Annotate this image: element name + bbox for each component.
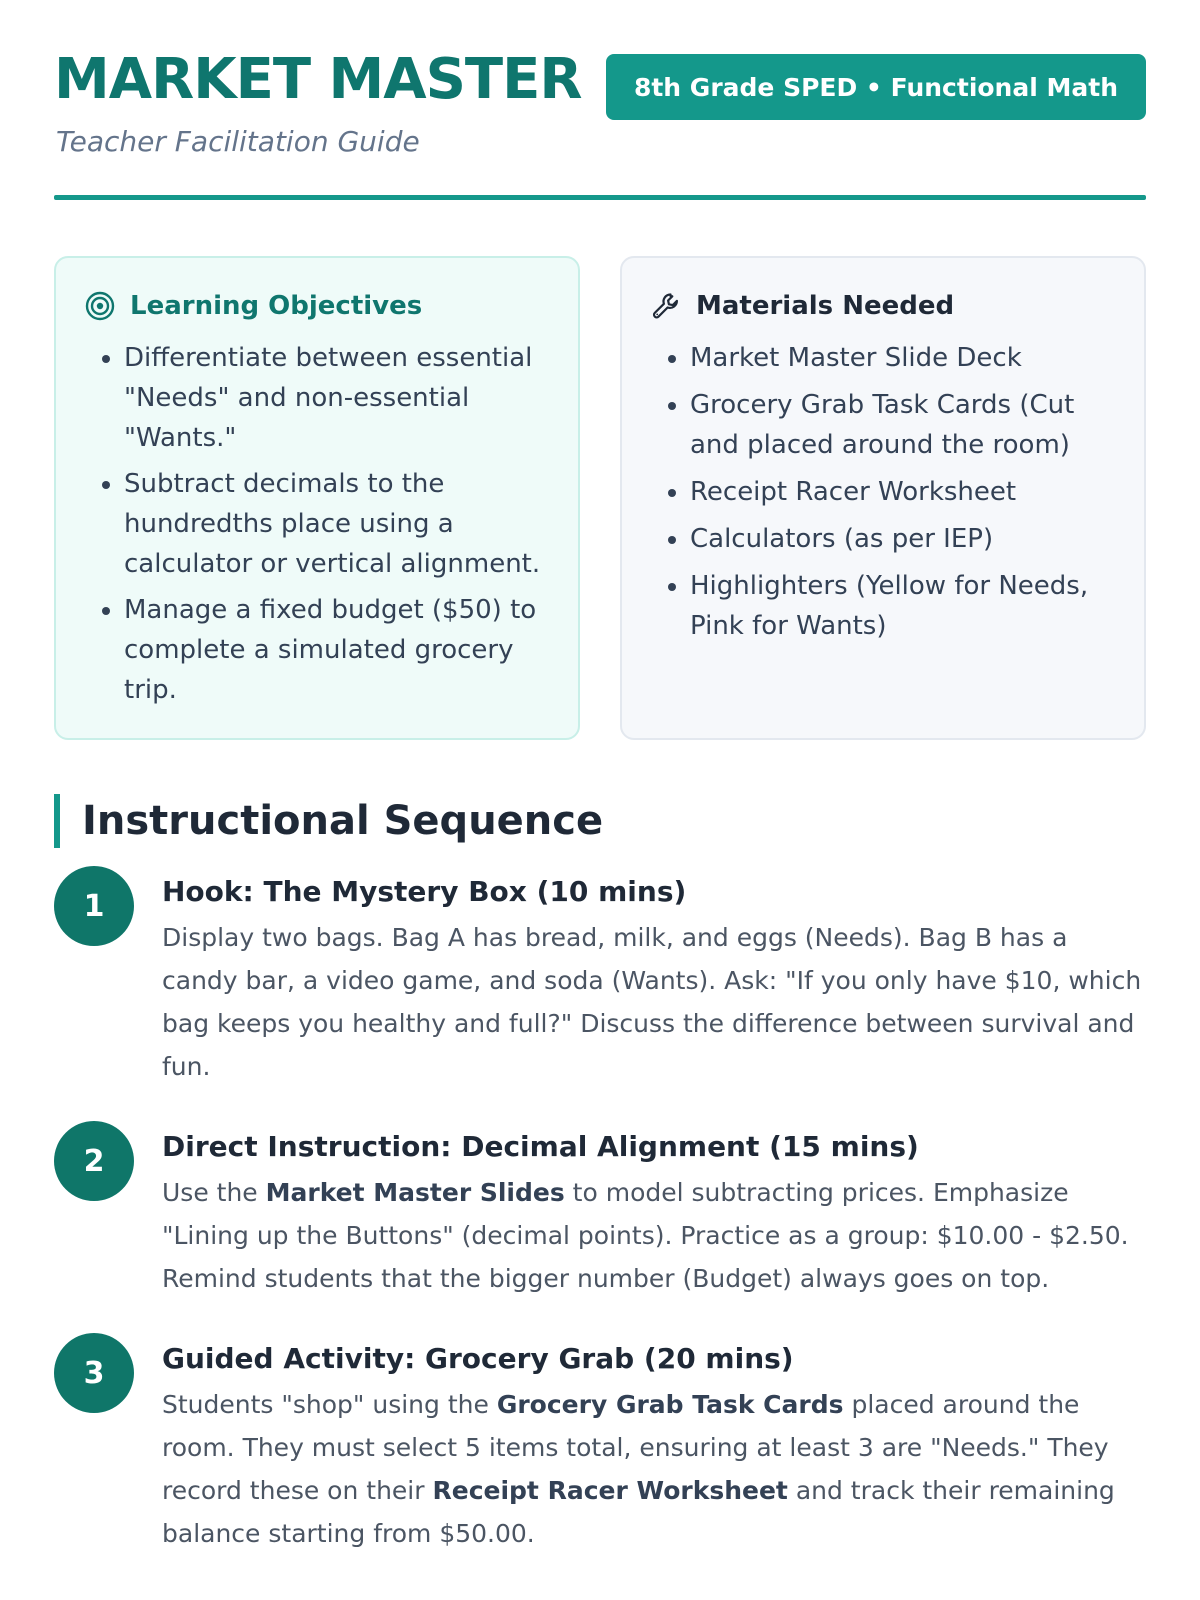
target-icon bbox=[84, 290, 116, 322]
instructional-sequence-header bbox=[54, 794, 603, 848]
step-material-reference: Market Master Slides bbox=[265, 1178, 565, 1207]
section-accent-bar bbox=[54, 794, 60, 848]
learning-objectives-header bbox=[84, 288, 550, 324]
page-subtitle: Teacher Facilitation Guide bbox=[56, 125, 420, 158]
step-title: Hook: The Mystery Box (10 mins) bbox=[162, 875, 687, 908]
step-text-segment: Use the bbox=[162, 1178, 266, 1207]
sequence-step-2 bbox=[54, 1121, 1146, 1300]
material-item: • Receipt Racer Worksheet bbox=[690, 472, 1116, 512]
step-material-reference: Grocery Grab Task Cards bbox=[496, 1390, 844, 1419]
learning-objectives-title: Learning Objectives bbox=[130, 291, 423, 321]
step-number-badge: 2 bbox=[54, 1121, 134, 1201]
step-text-segment: to model subtracting prices. Emphasize "Lining up the Buttons" (decimal points). Practice as a group: $10.00 - $2.50. Remind students that the bigger number (Budget) always goes on top. bbox=[162, 1178, 1129, 1293]
section-title: Instructional Sequence bbox=[82, 798, 604, 844]
wrench-icon bbox=[650, 290, 682, 322]
material-item: • Market Master Slide Deck bbox=[690, 338, 1116, 378]
materials-card bbox=[620, 256, 1146, 740]
info-cards bbox=[54, 256, 1146, 740]
step-description bbox=[162, 1171, 1146, 1300]
materials-title: Materials Needed bbox=[696, 291, 955, 321]
material-item: • Grocery Grab Task Cards (Cut and placed around the room) bbox=[690, 385, 1116, 465]
header-divider bbox=[54, 195, 1146, 200]
step-description bbox=[162, 916, 1146, 1088]
step-text-segment: and track their remaining balance starting from $50.00. bbox=[162, 1476, 1115, 1548]
material-item: • Highlighters (Yellow for Needs, Pink for Wants) bbox=[690, 566, 1116, 646]
material-item: • Calculators (as per IEP) bbox=[690, 519, 1116, 559]
step-number-badge: 3 bbox=[54, 1333, 134, 1413]
step-content bbox=[162, 1341, 1146, 1555]
step-text-segment: Students "shop" using the bbox=[162, 1390, 497, 1419]
page-header bbox=[54, 0, 1146, 200]
page-title: MARKET MASTER bbox=[54, 47, 582, 112]
step-title: Guided Activity: Grocery Grab (20 mins) bbox=[162, 1342, 794, 1375]
sequence-step-3 bbox=[54, 1333, 1146, 1555]
objectives-list bbox=[84, 338, 550, 710]
materials-header bbox=[650, 288, 1116, 324]
step-number-badge: 1 bbox=[54, 866, 134, 946]
step-text-segment: placed around the room. They must select 5 items total, ensuring at least 3 are "Needs." They record these on their bbox=[162, 1390, 1109, 1505]
objective-item: • Subtract decimals to the hundredths place using a calculator or vertical alignment. bbox=[124, 464, 550, 584]
objective-item: • Differentiate between essential "Needs" and non-essential "Wants." bbox=[124, 338, 550, 458]
grade-badge: 8th Grade SPED • Functional Math bbox=[606, 54, 1146, 120]
step-content bbox=[162, 874, 1146, 1088]
sequence-step-1 bbox=[54, 866, 1146, 1088]
step-description bbox=[162, 1383, 1146, 1555]
step-text-segment: Display two bags. Bag A has bread, milk, and eggs (Needs). Bag B has a candy bar, a video game, and soda (Wants). Ask: "If you only have $10, which bag keeps you healthy and full?" Discuss the difference between survival and fun. bbox=[162, 923, 1142, 1081]
materials-list bbox=[650, 338, 1116, 646]
step-material-reference: Receipt Racer Worksheet bbox=[432, 1476, 788, 1505]
step-content bbox=[162, 1129, 1146, 1300]
learning-objectives-card bbox=[54, 256, 580, 740]
objective-item: • Manage a fixed budget ($50) to complete a simulated grocery trip. bbox=[124, 590, 550, 710]
step-title: Direct Instruction: Decimal Alignment (15 mins) bbox=[162, 1130, 919, 1163]
